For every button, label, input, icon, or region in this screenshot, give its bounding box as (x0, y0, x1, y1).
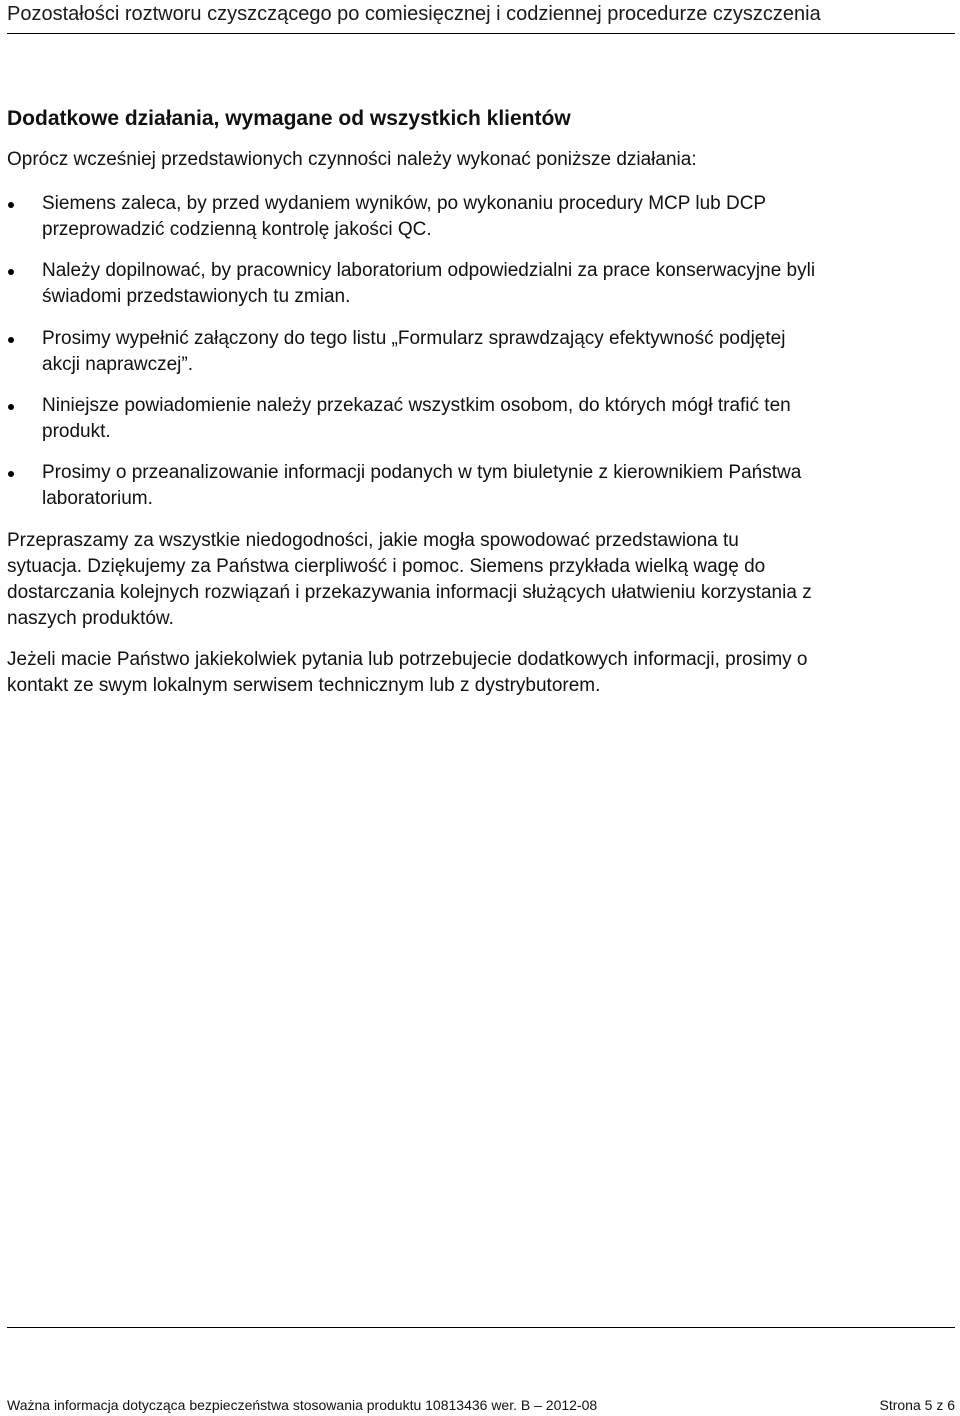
apology-paragraph (7, 528, 812, 632)
bullet-icon (8, 337, 14, 343)
bullet-line: Prosimy o przeanalizowanie informacji podanych w tym biuletynie z kierownikiem Państwa (42, 462, 802, 483)
paragraph-line: naszych produktów. (7, 608, 174, 629)
bullet-line: akcji naprawczej”. (42, 354, 193, 375)
bullet-icon (8, 269, 14, 275)
bullet-text (42, 258, 815, 310)
bullet-text (42, 460, 801, 512)
bullet-line: Niniejsze powiadomienie należy przekazać wszystkim osobom, do których mógł trafić ten (42, 395, 791, 416)
bullet-line: Należy dopilnować, by pracownicy laboratorium odpowiedzialni za prace konserwacyjne byli (42, 260, 816, 281)
bullet-line: Siemens zaleca, by przed wydaniem wyników, po wykonaniu procedury MCP lub DCP (42, 193, 767, 214)
paragraph-line: Przepraszamy za wszystkie niedogodności, jakie mogła spowodować przedstawiona tu (7, 530, 739, 551)
bullet-icon (8, 202, 14, 208)
paragraph-line: kontakt ze swym lokalnym serwisem technicznym lub z dystrybutorem. (7, 675, 601, 696)
contact-paragraph (7, 647, 808, 699)
bullet-icon (8, 471, 14, 477)
bullet-text (42, 393, 791, 445)
bullet-icon (8, 404, 14, 410)
paragraph-line: sytuacja. Dziękujemy za Państwa cierpliwość i pomoc. Siemens przykłada wielką wagę do (7, 556, 766, 577)
paragraph-line: Jeżeli macie Państwo jakiekolwiek pytania lub potrzebujecie dodatkowych informacji, prosimy o (7, 649, 808, 670)
section-heading: Dodatkowe działania, wymagane od wszystkich klientów (7, 107, 571, 130)
bullet-line: przeprowadzić codzienną kontrolę jakości QC. (42, 219, 432, 240)
header-divider (7, 33, 955, 34)
footer-page-number: Strona 5 z 6 (879, 1397, 955, 1413)
footer-document-info: Ważna informacja dotycząca bezpieczeństwa stosowania produktu 10813436 wer. B – 2012-08 (7, 1397, 598, 1413)
bullet-line: produkt. (42, 421, 111, 442)
bullet-line: laboratorium. (42, 488, 153, 509)
document-header-title: Pozostałości roztworu czyszczącego po comiesięcznej i codziennej procedurze czyszczenia (7, 3, 821, 25)
paragraph-line: dostarczania kolejnych rozwiązań i przekazywania informacji służących ułatwieniu korzystania z (7, 582, 812, 603)
bullet-text (42, 191, 766, 243)
bullet-line: świadomi przedstawionych tu zmian. (42, 286, 351, 307)
footer-divider (7, 1327, 955, 1328)
bullet-text (42, 326, 785, 378)
intro-text: Oprócz wcześniej przedstawionych czynności należy wykonać poniższe działania: (7, 149, 697, 170)
bullet-line: Prosimy wypełnić załączony do tego listu „Formularz sprawdzający efektywność podjętej (42, 328, 786, 349)
